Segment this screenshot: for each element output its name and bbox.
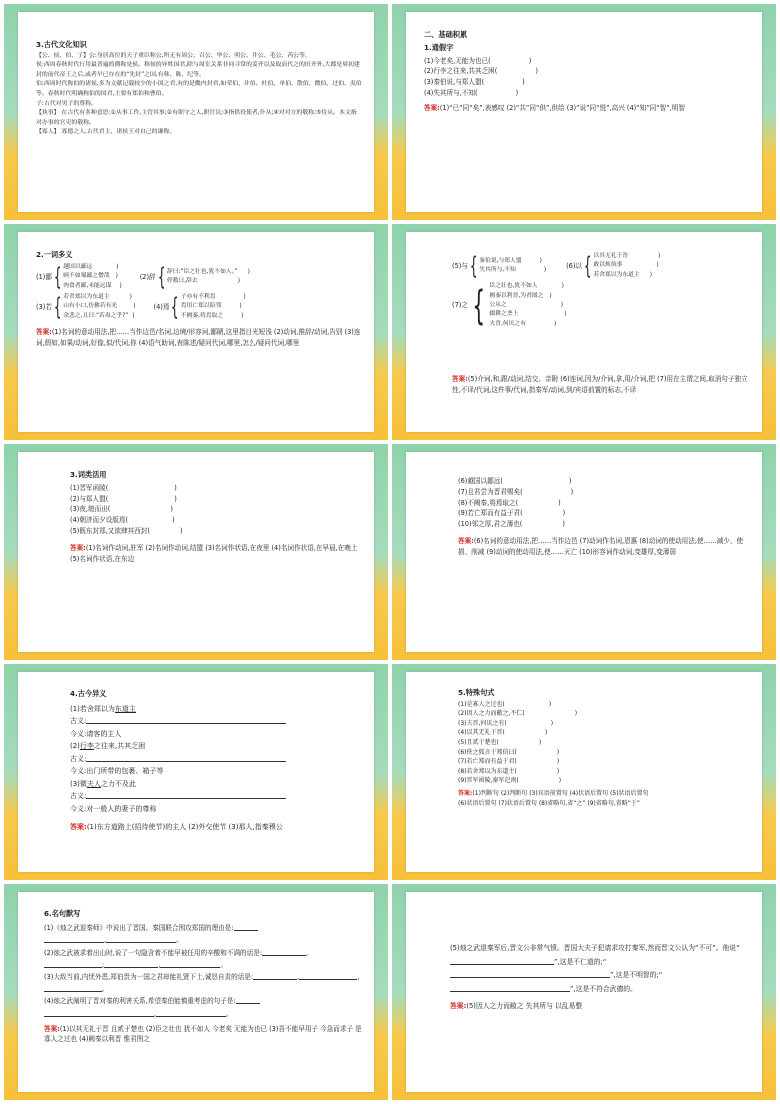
group-label: (3)若: [36, 302, 52, 311]
paragraph: 伯:西周时代称伯的诸侯,多为文献记载较少的小国之君,有的是畿内封君,如荣伯、井伯、杜伯、单伯、散伯、微伯、过伯、夷伯等。春秋时代明确称伯的国君,主要有郑伯和曹伯。: [36, 81, 362, 97]
slide-1-content: [36, 40, 362, 138]
question-text: (8)若舍郑以为东道主(: [458, 767, 517, 775]
slide-4-content: [452, 252, 750, 329]
slide-5-content: 3.词类活用 (1)晋军函陵( ) (2)与郑人盟( ) (3)夜,缒而出( ) (4)朝济而夕设版焉( ) (5)既东封郑,又欲肆其西封( ) 答案:(1)名词作动词,驻军 (2)名词作动词,结盟 (3)名词作状语,在夜里 (4)名词作状语,在早晨,在晚上 (5)名词作状语,在东边: [70, 470, 362, 564]
question-text: (3)夫晋,何厌之有(: [458, 719, 507, 727]
paragraph: 【公、侯、伯、子】公:身居高位的天子重臣称公,所无有周公、召公、毕公、明公、井公、毛公、芮公等。: [36, 52, 311, 59]
example-text: 子亦有不利焉: [180, 294, 216, 301]
example-text: 失其所与,不知: [479, 267, 516, 274]
answer-block: [70, 543, 362, 565]
question-text: (3)夜,缒而出(: [70, 505, 111, 514]
slide-10-content: [450, 942, 750, 1014]
answer-block: [452, 374, 750, 396]
slide-8-content: 5.特殊句式 (1)是寡人之过也( ) (2)因人之力而敝之,不仁( ) (3)夫晋,何厌之有( ) (4)以其无礼于晋( ) (5)且贰于楚也( ) (6)佚之狐言于郑伯曰( ) (7)若亡郑而有益于君( ) (8)若舍郑以为东道主( ) (9)晋军函陵,秦军氾南( ) 答案:(1)判断句 (2)判断句 (3)宾语前置句 (4)状语后置句 (5)状语后置句 (6)状语后置句 (7)状语后置句 (8)省略句,省“之” (9)省略句,省略“于”: [458, 688, 750, 808]
answer-label: 答案:: [70, 543, 86, 552]
slide-9-content: 6.名句默写 (1)《烛之武退秦师》中说出了晋国、秦国联合围攻郑国的理由是: , 。 (2)烛之武被求着出山时,说了一句隐含着不能早被任用的辛酸和不满的话是: ,; , 。 (3)大敌当前,内忧外患,郑伯贵为一国之君却能礼贤下士,诚恳自责的话是: , ,。 (4)烛之武阐明了晋对秦的利害关系,希望秦伯能慎重考虑的句子是: , 。 答案:(1)以其无礼于晋 且贰于楚也 (2)臣之壮也 犹不如人 今老矣 无能为也已 (3)吾不能早用子 今急而求子 是寡人之过也 (4)阙秦以利晋 惟君图之: [44, 909, 362, 1044]
answer-blank[interactable]: [253, 972, 297, 980]
answer-text: (5)介词,和,跟/动词,结交、亲附 (6)连词,因为/介词,拿,用/介词,把 (7)用在主谓之间,取消句子独立性,不译/代词,这件事/代词,指秦军/动词,到/宾语前置的标志,不译: [452, 375, 748, 394]
answer-blank[interactable]: [160, 960, 220, 968]
question-text: (7)若亡郑而有益于君(: [458, 758, 517, 766]
question-text: (5)烛之武退秦军后,晋文公非常气愤。晋国大夫子犯请求攻打秦军,然而晋文公认为“不可”。他说“: [450, 944, 740, 952]
polysemy-group: (5)与 { 秦伯说,与郑人盟 ) 失其所与,不知 ): [452, 252, 547, 281]
section-title: 4.古今异义: [70, 689, 107, 698]
example-text: 若舍郑以为东道主: [593, 271, 640, 278]
modern-meaning: 今义:出门所带的包裹、箱子等: [70, 767, 164, 775]
answer-label: 答案:: [70, 823, 87, 831]
slide-2: [392, 4, 776, 220]
polysemy-group: (7)之 { 臣之壮也,犹不如人 ) 阙秦以利晋,为君图之 ) 公从之 ) 辍耕之垄上 ) 夫晋,何厌之有 ): [452, 282, 567, 329]
slide-3: [4, 224, 388, 440]
example-text: 敢以烦执事: [593, 262, 623, 269]
example-text: 顾不如蜀鄙之僧哉: [63, 273, 110, 280]
answer-blank[interactable]: [44, 1009, 154, 1017]
question-text: (1)晋军函陵(: [70, 483, 109, 492]
answer-blank[interactable]: [450, 970, 610, 978]
ancient-meaning-label: 古义:: [70, 792, 87, 800]
answer-label: 答案:: [458, 536, 474, 545]
question-text: (6)越国以鄙远(: [458, 477, 503, 485]
question-text: ”,这是不仁道的;“: [554, 957, 607, 966]
question-text: (2)与郑人盟(: [70, 494, 109, 503]
question-text: ”,这是不符合武德的。: [570, 984, 637, 993]
example-text: 焉用亡郑以陪邻: [180, 303, 222, 310]
modern-meaning: 今义:请客的主人: [70, 729, 122, 738]
question-text: (9)若亡郑而有益于君(: [458, 509, 523, 518]
section-title: 5.特殊句式: [458, 688, 495, 697]
example-text: 公从之: [489, 302, 507, 309]
answer-blank[interactable]: [262, 948, 306, 956]
question-text: (9)晋军函陵,秦军氾南(: [458, 777, 519, 785]
ancient-meaning-label: 古义:: [70, 717, 87, 725]
answer-text: (1)判断句 (2)判断句 (3)宾语前置句 (4)状语后置句 (5)状语后置句: [472, 789, 649, 797]
question-text: (1)今老矣,无能为也已(: [424, 56, 491, 65]
answer-block: [458, 789, 750, 808]
answer-text: (1)名词作动词,驻军 (2)名词作动词,结盟 (3)名词作状语,在夜里 (4)名词作状语,在早晨,在晚上 (5)名词作状语,在东边: [70, 543, 358, 563]
slide-6: [392, 444, 776, 660]
example-text: 停数日,辞去: [166, 277, 198, 284]
answer-block: [450, 1000, 750, 1014]
answer-text: (1)名词的意动用法,把……当作边邑/名词,边境/形容词,鄙陋,这里指目光短浅 (2)动词,推辞/动词,告别 (3)连词,假如,如果/动词,好像,似/代词,你 (4)语气助词,表陈述/疑问代词,哪里,怎么/疑问代词,哪里: [36, 328, 361, 348]
section-title: 6.名句默写: [44, 909, 81, 918]
paragraph: 【执事】 在古代有多种意思:①从事工作,主管其事;②有职守之人,职官员;③指供役使者,仆从;④对对方的敬称;⑤侍从。本文指对办事的官吏的敬称。: [36, 110, 357, 126]
answer-text: (6)名词的意动用法,把……当作边邑 (7)动词作名词,恩惠 (8)动词的使动用法,使……减少、使损、削减 (9)动词的使动用法,使……灭亡 (10)形容词作动词,变雄厚,变薄弱: [458, 536, 744, 556]
example-text: 若舍郑以为东道主: [63, 294, 110, 301]
question-text: (8)不阙秦,将焉取之(: [458, 498, 519, 507]
example-text: 肉食者鄙,未能远谋: [63, 282, 112, 289]
answer-blank[interactable]: [450, 957, 554, 965]
question-item: [70, 740, 362, 753]
answer-blank[interactable]: [86, 754, 286, 762]
polysemy-group: (3)若 { 若舍郑以为东道主 ) 山有小口,仿佛若有光 ) 余悲之,且曰:“若毒之乎?” ): [36, 293, 136, 322]
answer-block: [458, 536, 750, 558]
section-title: 3.词类活用: [70, 470, 107, 479]
example-text: 阙秦以利晋,为君图之: [489, 292, 544, 299]
underlined-word: 东道主: [114, 704, 136, 713]
answer-text: (1)以其无礼于晋 且贰于楚也 (2)臣之壮也 犹不如人 今老矣 无能为也已 (3)吾不能早用子 今急而求子 是寡人之过也 (4)阙秦以利晋 惟君图之: [44, 1024, 362, 1044]
answer-blank[interactable]: [156, 1009, 226, 1017]
question-text: (3)秦伯说,与郑人盟(: [424, 78, 485, 87]
answer-label: 答案:: [424, 103, 440, 112]
question-text: (1)《烛之武退秦师》中说出了晋国、秦国联合围攻郑国的理由是:: [44, 924, 234, 933]
example-text: 秦伯说,与郑人盟: [479, 257, 522, 264]
answer-text: (5)因人之力而敝之 失其所与 以乱易整: [466, 1002, 583, 1010]
group-label: (5)与: [452, 261, 468, 270]
question-item: (2)行李之往来,共其乏困( ): [424, 67, 538, 76]
section-title: 3.古代文化知识: [36, 40, 87, 49]
question-item: (1)今老矣,无能为也已( ): [424, 56, 532, 65]
question-text: (4)失其所与,不知(: [424, 88, 478, 97]
example-text: 辍耕之垄上: [489, 311, 519, 318]
slide-1: [4, 4, 388, 220]
group-label: (4)焉: [153, 302, 170, 311]
answer-label: 答案:: [44, 1024, 60, 1033]
answer-text: (1)“已”同“矣”,表感叹 (2)“共”同“供”,供给 (3)“说”同“悦”,高兴 (4)“知”同“智”,明智: [439, 103, 685, 112]
question-text: (3)大敌当前,内忧外患,郑伯贵为一国之君却能礼贤下士,诚恳自责的话是:: [44, 973, 254, 982]
slide-6-content: (6)越国以鄙远( ) (7)且君尝为晋君赐矣( ) (8)不阙秦,将焉取之( ) (9)若亡郑而有益于君( ) (10)邻之厚,君之薄也( ) 答案:(6)名词的意动用法,把……当作边邑 (7)动词作名词,恩惠 (8)动词的使动用法,使……减少、使损、削减 (9)动词的使动用法,使……灭亡 (10)形容词作动词,变雄厚,变薄弱: [458, 476, 750, 558]
answer-block: [70, 821, 362, 834]
question-text: (1)是寡人之过也(: [458, 700, 505, 708]
modern-meaning: 今义:对一般人的妻子的尊称: [70, 804, 157, 813]
answer-blank[interactable]: [234, 923, 258, 931]
answer-block: [424, 103, 750, 114]
paragraph: 侯:西周春秋时代行用最普遍的爵称是侯。称侯的异姓国君,除与周室关系非同寻常的姜齐以及取而代之的田齐外,大都是周初建封的前代帝王之后,或者早已存在的“先封”之国,有韩、陈、纪等。: [36, 62, 360, 78]
question-text: (10)邻之厚,君之薄也(: [458, 520, 523, 529]
slide-8: [392, 664, 776, 880]
question-text: (2)烛之武被求着出山时,说了一句隐含着不能早被任用的辛酸和不满的话是:: [44, 948, 263, 957]
ancient-meaning-label: 古义:: [70, 754, 87, 763]
answer-label: 答案:: [452, 375, 468, 383]
question-text: ”,这是不明智的;“: [610, 971, 663, 979]
example-text: 夫晋,何厌之有: [489, 320, 527, 327]
answer-block: [36, 327, 362, 349]
group-label: (1)鄙: [36, 272, 52, 281]
paragraph: 【寡人】 寡德之人,古代君主、诸侯王对自己的谦称。: [36, 129, 176, 136]
polysemy-group: (1)鄙 { 越国以鄙远 ) 顾不如蜀鄙之僧哉 ) 肉食者鄙,未能远谋 ): [36, 262, 122, 291]
question-item: [70, 703, 362, 716]
answer-blank[interactable]: [299, 972, 357, 980]
slide-4: [392, 224, 776, 440]
question-item: [70, 778, 362, 791]
example-text: 辞曰:“臣之壮也,犹不如人。”: [166, 268, 238, 275]
section-title: 二、基础积累: [424, 30, 468, 39]
answer-blank[interactable]: [450, 984, 570, 992]
question-text: (3)微: [70, 779, 87, 788]
answer-blank[interactable]: [106, 935, 176, 943]
group-label: (2)辞: [139, 272, 156, 281]
example-text: 以其无礼于晋: [593, 253, 629, 259]
slide-9: [4, 884, 388, 1100]
question-text: (1)若舍郑以为: [70, 704, 115, 713]
question-text: (2): [70, 742, 80, 750]
answer-block: [44, 1024, 362, 1045]
question-text: (5)且贰于楚也(: [458, 738, 499, 746]
underlined-word: 夫人: [86, 779, 101, 788]
polysemy-group: (6)以 { 以其无礼于晋 ) 敢以烦执事 ) 若舍郑以为东道主 ): [566, 252, 661, 281]
slide-3-content: [36, 250, 362, 349]
group-label: (6)以: [566, 261, 583, 270]
answer-blank[interactable]: [236, 996, 260, 1004]
slide-7-content: [70, 688, 362, 834]
polysemy-group: (2)辞 { 辞曰:“臣之壮也,犹不如人。” ) 停数日,辞去 ): [139, 262, 250, 291]
question-text: 之力不及此: [100, 779, 136, 788]
polysemy-group: (4)焉 { 子亦有不利焉 ) 焉用亡郑以陪邻 ) 不阙秦,将焉取之 ): [153, 293, 246, 322]
answer-blank[interactable]: [44, 960, 102, 968]
example-text: 不阙秦,将焉取之: [180, 312, 224, 319]
question-text: (5)既东封郑,又欲肆其西封(: [70, 526, 150, 535]
answer-blank[interactable]: [86, 716, 286, 724]
question-text: (2)行李之往来,共其乏困(: [424, 67, 498, 76]
answer-label: 答案:: [458, 789, 473, 797]
group-label: (7)之: [452, 301, 468, 310]
example-text: 山有小口,仿佛若有光: [63, 303, 118, 310]
slide-10: [392, 884, 776, 1100]
slide-7: [4, 664, 388, 880]
example-text: 余悲之,且曰:“若毒之乎?”: [63, 312, 129, 319]
question-item: (3)秦伯说,与郑人盟( ): [424, 78, 525, 87]
answer-blank[interactable]: [44, 935, 104, 943]
subsection-title: 1.通假字: [424, 42, 454, 52]
slide-5: [4, 444, 388, 660]
answer-blank[interactable]: [104, 960, 158, 968]
question-item: (4)失其所与,不知( ): [424, 88, 519, 97]
question-text: (6)佚之狐言于郑伯曰(: [458, 748, 517, 756]
question-text: 之往来,共其乏困: [93, 742, 146, 750]
answer-blank[interactable]: [44, 984, 102, 992]
example-text: 臣之壮也,犹不如人: [489, 283, 538, 290]
question-text: (4)朝济而夕设版焉(: [70, 516, 129, 525]
question-text: (4)烛之武阐明了晋对秦的利害关系,希望秦伯能慎重考虑的句子是:: [44, 997, 236, 1006]
example-text: 越国以鄙远: [63, 263, 93, 270]
underlined-word: 行李: [79, 742, 94, 750]
answer-blank[interactable]: [86, 791, 286, 799]
question-text: (4)以其无礼于晋(: [458, 729, 505, 737]
answer-label: 答案:: [36, 328, 52, 337]
question-text: (7)且君尝为晋君赐矣(: [458, 487, 523, 496]
answer-text: (1)东方道路上(招待使节)的主人 (2)外交使节 (3)那人,指秦穆公: [86, 823, 283, 831]
answer-text: (6)状语后置句 (7)状语后置句 (8)省略句,省“之” (9)省略句,省略“于”: [458, 799, 640, 807]
slide-2-content: [424, 30, 750, 114]
section-title: 2.一词多义: [36, 250, 73, 259]
paragraph: 子:古代对男子的尊称。: [36, 100, 97, 107]
answer-label: 答案:: [450, 1002, 467, 1010]
question-text: (2)因人之力而敝之,不仁(: [458, 710, 525, 718]
